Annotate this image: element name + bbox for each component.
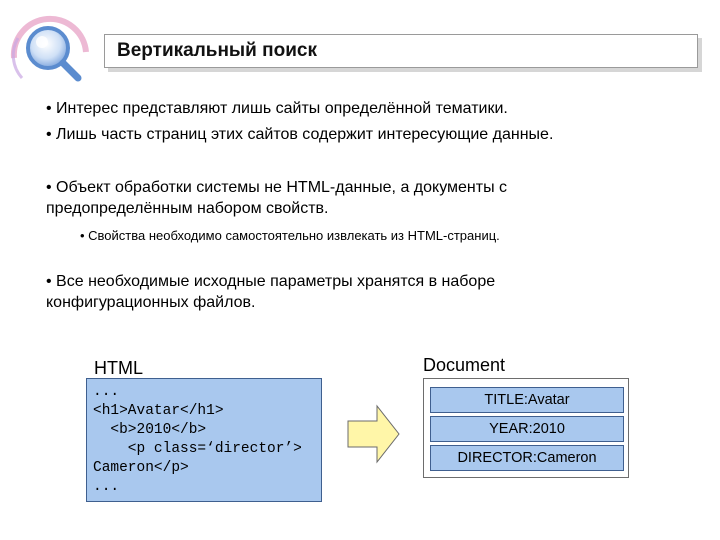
code-line: Cameron</p> — [93, 460, 189, 476]
bullet-4-line-1: • Все необходимые исходные параметры хранятся в наборе — [46, 273, 496, 290]
code-line: <p class=‘director’> — [93, 441, 302, 457]
code-line: ... — [93, 479, 120, 495]
code-line: ... — [93, 384, 120, 400]
bullet-2: • Лишь часть страниц этих сайтов содержит интересующие данные. — [46, 126, 554, 143]
document-field-director: DIRECTOR:Cameron — [430, 445, 624, 471]
title-bar — [104, 34, 698, 68]
search-magnifier-logo — [8, 8, 92, 92]
code-line: <h1>Avatar</h1> — [93, 403, 224, 419]
document-label: Document — [423, 355, 506, 375]
code-line: <b>2010</b> — [93, 422, 207, 438]
bullet-1: • Интерес представляют лишь сайты определённой тематики. — [46, 100, 508, 117]
bullet-3-line-2: предопределённым набором свойств. — [46, 200, 329, 217]
sub-bullet: • Свойства необходимо самостоятельно извлекать из HTML-страниц. — [80, 228, 500, 243]
html-code-box — [86, 378, 322, 502]
bullet-3-line-1: • Объект обработки системы не HTML-данные, а документы с — [46, 179, 508, 196]
right-arrow-icon — [347, 404, 401, 464]
document-field-year: YEAR:2010 — [430, 416, 624, 442]
html-label: HTML — [94, 358, 143, 378]
document-box — [423, 378, 629, 478]
slide-title: Вертикальный поиск — [117, 40, 317, 61]
bullet-4-line-2: конфигурационных файлов. — [46, 294, 256, 311]
document-field-title: TITLE:Avatar — [430, 387, 624, 413]
